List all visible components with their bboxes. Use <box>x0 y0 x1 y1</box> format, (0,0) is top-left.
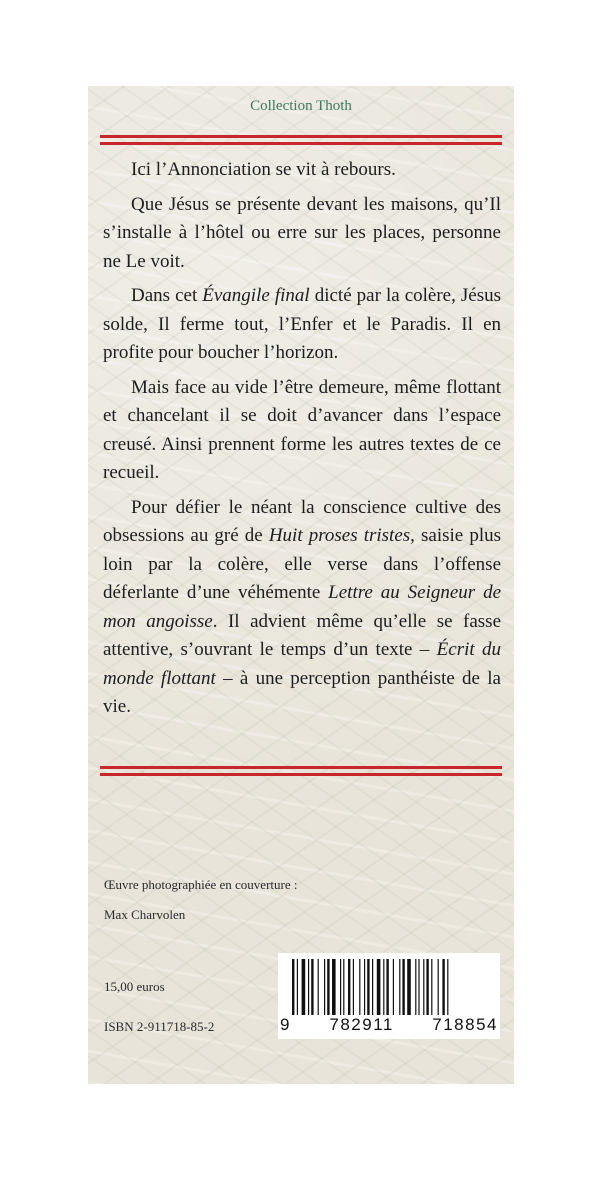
barcode-bar <box>393 959 394 1015</box>
barcode-bar <box>311 959 313 1015</box>
barcode-bar <box>372 959 373 1015</box>
bottom-rule-lower <box>100 773 502 776</box>
title-italic: Lettre au Seigneur de mon angoisse <box>103 582 501 632</box>
barcode-bar <box>348 959 350 1015</box>
text-run: Que Jésus se présente devant les maisons, qu’Il s’installe à l’hôtel ou erre sur les places, personne ne Le voit. <box>103 193 501 272</box>
text-run: – à une perception panthéiste de la vie. <box>103 667 501 717</box>
top-rule-lower <box>100 142 502 145</box>
barcode-bar <box>324 959 325 1015</box>
blurb-paragraph <box>103 282 501 368</box>
barcode-bar <box>438 959 439 1015</box>
barcode-bar <box>447 959 448 1015</box>
text-run: , saisie plus loin par la colère, elle verse dans l’offense déferlante d’une véhémente <box>103 525 502 603</box>
isbn: ISBN 2-911718-85-2 <box>104 1019 215 1034</box>
blurb-paragraph <box>103 156 501 185</box>
barcode-group-1: 782911 <box>329 1015 394 1034</box>
text-run: Ici l’Annonciation se vit à rebours. <box>131 159 396 180</box>
text-run: dicté par la colère, Jésus solde, Il ferme tout, l’Enfer et le Paradis. Il en profite pour boucher l’horizon. <box>103 285 501 363</box>
barcode-bar <box>386 959 388 1015</box>
barcode-bar <box>442 959 444 1015</box>
price: 15,00 euros <box>104 979 165 994</box>
barcode-bar <box>399 959 400 1015</box>
barcode-bar <box>302 959 306 1015</box>
text-run: Dans cet <box>131 285 203 306</box>
barcode-bars <box>292 959 488 1015</box>
barcode-bar <box>364 959 365 1015</box>
barcode-bar <box>367 959 369 1015</box>
barcode-bar <box>402 959 404 1015</box>
barcode-bar <box>292 959 294 1015</box>
text-run: Mais face au vide l’être demeure, même flottant et chancelant il se doit d’avancer dans l’espace creusé. Ainsi prennent forme les autres textes de ce recueil. <box>103 376 501 483</box>
barcode <box>278 953 500 1039</box>
bottom-rule-upper <box>100 766 502 769</box>
collection-name: Collection Thoth <box>250 98 352 114</box>
blurb-paragraph <box>103 494 501 722</box>
barcode-bar <box>415 959 416 1015</box>
barcode-bar <box>332 959 336 1015</box>
barcode-bar <box>327 959 329 1015</box>
cover-credit-label: Œuvre photographiée en couverture : <box>104 877 298 892</box>
title-italic: Huit proses tristes <box>268 525 411 546</box>
barcode-bar <box>340 959 341 1015</box>
barcode-bar <box>418 959 419 1015</box>
text-run: Pour défier le néant la conscience cultive des obsessions au gré de <box>103 496 501 546</box>
barcode-bar <box>318 959 319 1015</box>
barcode-bar <box>377 959 381 1015</box>
blurb-paragraph <box>103 191 501 277</box>
blurb-paragraph <box>103 374 501 488</box>
title-italic: Écrit du monde flottant <box>103 639 501 689</box>
barcode-bar <box>423 959 424 1015</box>
barcode-digits <box>280 1015 498 1035</box>
barcode-bar <box>297 959 298 1015</box>
barcode-bar <box>407 959 411 1015</box>
text-run: . Il advient même qu’elle se fasse attentive, s’ouvrant le temps d’un texte – <box>103 610 501 660</box>
top-rule-upper <box>100 135 502 138</box>
back-cover <box>88 86 514 1084</box>
barcode-bar <box>343 959 344 1015</box>
barcode-group-2: 718854 <box>432 1015 498 1034</box>
cover-credit-artist: Max Charvolen <box>104 907 186 922</box>
title-italic: Évangile final <box>202 285 310 306</box>
barcode-bar <box>308 959 309 1015</box>
barcode-bar <box>359 959 360 1015</box>
barcode-bar <box>383 959 384 1015</box>
barcode-bar <box>426 959 428 1015</box>
barcode-bar <box>353 959 354 1015</box>
barcode-lead-digit: 9 <box>280 1015 291 1034</box>
blurb-text <box>103 156 501 728</box>
barcode-bar <box>431 959 432 1015</box>
